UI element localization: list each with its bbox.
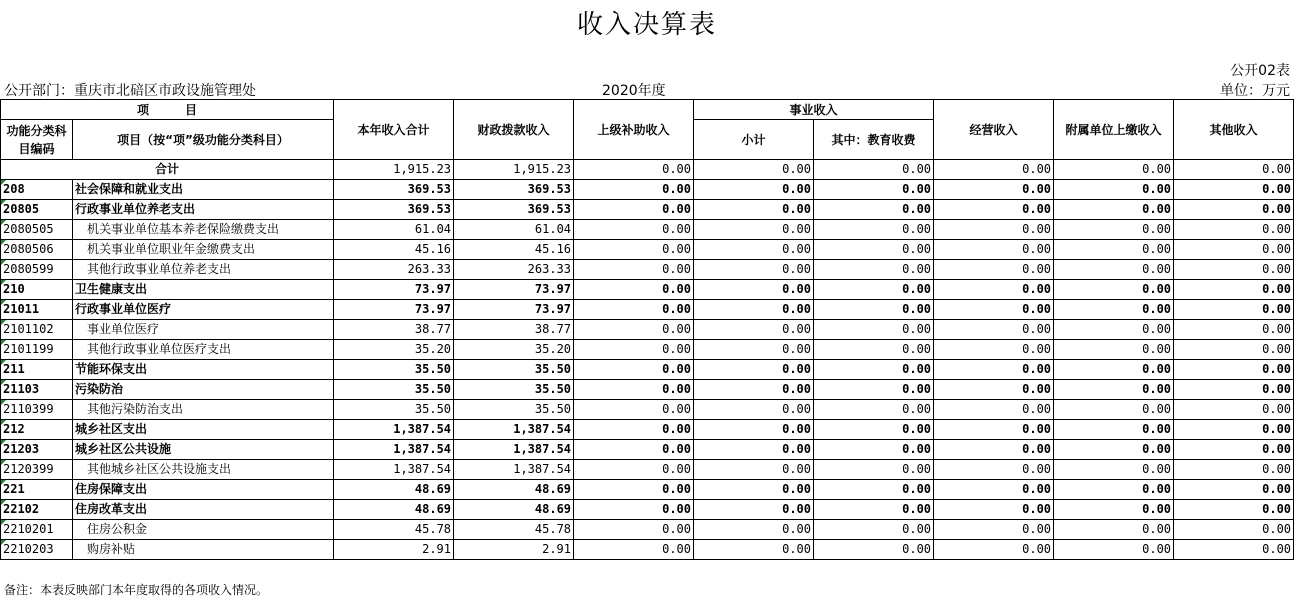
row-value: 0.00 [1174,180,1294,200]
row-value: 61.04 [334,220,454,240]
row-value: 0.00 [574,200,694,220]
row-value: 0.00 [1054,520,1174,540]
row-value: 0.00 [1174,220,1294,240]
table-row [1,440,1294,460]
row-value: 0.00 [1054,360,1174,380]
header-total-income: 本年收入合计 [334,100,454,160]
row-value: 0.00 [934,200,1054,220]
row-name: 住房改革支出 [73,500,334,520]
table-row [1,420,1294,440]
row-name: 城乡社区支出 [73,420,334,440]
row-value: 2.91 [454,540,574,560]
row-value: 0.00 [934,180,1054,200]
table-number: 公开02表 [1230,63,1290,79]
row-name: 行政事业单位养老支出 [73,200,334,220]
row-value: 0.00 [574,500,694,520]
row-code: 22102 [1,500,73,520]
row-value: 0.00 [814,400,934,420]
row-value: 369.53 [454,180,574,200]
table-row [1,540,1294,560]
row-value: 0.00 [1174,280,1294,300]
table-row [1,260,1294,280]
table-row [1,380,1294,400]
total-value: 0.00 [1054,160,1174,180]
row-value: 0.00 [574,180,694,200]
row-name: 城乡社区公共设施 [73,440,334,460]
row-value: 1,387.54 [334,420,454,440]
row-code: 221 [1,480,73,500]
row-value: 0.00 [934,520,1054,540]
row-value: 263.33 [334,260,454,280]
row-value: 38.77 [334,320,454,340]
row-value: 0.00 [1054,300,1174,320]
row-value: 0.00 [574,220,694,240]
row-value: 0.00 [934,360,1054,380]
row-value: 0.00 [1054,320,1174,340]
total-value: 0.00 [694,160,814,180]
row-value: 0.00 [1054,380,1174,400]
table-row [1,200,1294,220]
row-value: 35.50 [454,380,574,400]
total-value: 1,915.23 [454,160,574,180]
row-value: 0.00 [1174,440,1294,460]
row-value: 0.00 [934,340,1054,360]
row-value: 61.04 [454,220,574,240]
row-value: 0.00 [1174,400,1294,420]
row-value: 0.00 [694,360,814,380]
row-value: 0.00 [574,400,694,420]
row-value: 35.50 [334,400,454,420]
row-value: 0.00 [694,340,814,360]
row-value: 1,387.54 [454,440,574,460]
table-row [1,300,1294,320]
row-name: 污染防治 [73,380,334,400]
row-value: 0.00 [1174,480,1294,500]
row-name: 卫生健康支出 [73,280,334,300]
row-name: 行政事业单位医疗 [73,300,334,320]
row-value: 0.00 [1054,340,1174,360]
row-value: 0.00 [694,480,814,500]
row-value: 48.69 [454,500,574,520]
row-value: 73.97 [334,280,454,300]
row-value: 0.00 [694,200,814,220]
row-value: 0.00 [814,320,934,340]
row-value: 0.00 [1054,240,1174,260]
row-value: 0.00 [1174,520,1294,540]
row-code: 2080599 [1,260,73,280]
row-value: 73.97 [334,300,454,320]
table-row [1,340,1294,360]
income-table [0,99,1294,560]
row-code: 2080505 [1,220,73,240]
row-value: 0.00 [1174,240,1294,260]
row-value: 35.20 [454,340,574,360]
row-code: 2101199 [1,340,73,360]
fiscal-year: 2020年度 [602,83,666,99]
row-value: 0.00 [694,520,814,540]
row-value: 0.00 [934,300,1054,320]
row-value: 0.00 [1054,440,1174,460]
total-value: 0.00 [1174,160,1294,180]
row-value: 0.00 [574,480,694,500]
row-value: 0.00 [1174,500,1294,520]
total-row [1,160,1294,180]
row-value: 0.00 [694,280,814,300]
row-value: 0.00 [934,420,1054,440]
header-business: 事业收入 [694,100,934,120]
row-value: 0.00 [694,400,814,420]
table-row [1,460,1294,480]
row-name: 住房公积金 [73,520,334,540]
row-value: 0.00 [814,460,934,480]
header-project: 项 目 [1,100,334,120]
total-value: 0.00 [934,160,1054,180]
row-code: 2110399 [1,400,73,420]
row-code: 208 [1,180,73,200]
row-name: 机关事业单位基本养老保险缴费支出 [73,220,334,240]
table-row [1,240,1294,260]
row-value: 0.00 [694,540,814,560]
header-name: 项目（按“项”级功能分类科目） [73,120,334,160]
row-value: 0.00 [574,520,694,540]
table-row [1,480,1294,500]
row-value: 0.00 [694,220,814,240]
row-value: 35.50 [454,360,574,380]
header-superior: 上级补助收入 [574,100,694,160]
row-value: 73.97 [454,300,574,320]
header-code: 功能分类科目编码 [1,120,73,160]
row-value: 45.16 [334,240,454,260]
row-value: 0.00 [574,320,694,340]
total-value: 1,915.23 [334,160,454,180]
table-row [1,320,1294,340]
row-value: 0.00 [1174,540,1294,560]
table-row [1,360,1294,380]
row-value: 0.00 [694,500,814,520]
row-value: 0.00 [934,440,1054,460]
footnote: 备注：本表反映部门本年度取得的各项收入情况。 [4,583,269,597]
row-code: 212 [1,420,73,440]
row-value: 0.00 [694,420,814,440]
row-value: 0.00 [934,220,1054,240]
row-value: 0.00 [1174,200,1294,220]
total-value: 0.00 [814,160,934,180]
table-row [1,220,1294,240]
row-value: 45.16 [454,240,574,260]
row-value: 0.00 [1054,280,1174,300]
row-name: 购房补贴 [73,540,334,560]
row-value: 0.00 [694,300,814,320]
row-value: 0.00 [814,300,934,320]
row-value: 0.00 [934,240,1054,260]
row-value: 0.00 [814,280,934,300]
row-value: 1,387.54 [454,460,574,480]
row-name: 机关事业单位职业年金缴费支出 [73,240,334,260]
row-value: 73.97 [454,280,574,300]
row-value: 0.00 [694,440,814,460]
row-value: 0.00 [814,520,934,540]
row-code: 20805 [1,200,73,220]
row-value: 0.00 [814,240,934,260]
header-fiscal: 财政拨款收入 [454,100,574,160]
row-value: 0.00 [574,420,694,440]
row-value: 48.69 [454,480,574,500]
row-code: 211 [1,360,73,380]
row-value: 0.00 [574,460,694,480]
row-value: 0.00 [1174,380,1294,400]
department-label: 公开部门：重庆市北碚区市政设施管理处 [4,83,256,99]
row-value: 0.00 [814,260,934,280]
row-code: 2080506 [1,240,73,260]
row-value: 0.00 [574,260,694,280]
row-value: 35.50 [454,400,574,420]
row-value: 0.00 [934,380,1054,400]
row-value: 0.00 [1174,360,1294,380]
row-code: 210 [1,280,73,300]
row-value: 35.50 [334,360,454,380]
row-value: 0.00 [934,320,1054,340]
row-value: 0.00 [694,460,814,480]
row-value: 0.00 [814,420,934,440]
row-value: 0.00 [1054,480,1174,500]
row-value: 0.00 [1054,260,1174,280]
row-value: 0.00 [694,260,814,280]
page-title: 收入决算表 [576,10,717,40]
row-value: 0.00 [574,540,694,560]
row-value: 0.00 [934,260,1054,280]
row-value: 263.33 [454,260,574,280]
table-row [1,280,1294,300]
row-value: 0.00 [814,540,934,560]
row-value: 0.00 [574,280,694,300]
row-value: 0.00 [694,380,814,400]
header-subtotal: 小计 [694,120,814,160]
row-value: 0.00 [934,500,1054,520]
row-value: 45.78 [454,520,574,540]
row-value: 38.77 [454,320,574,340]
row-value: 1,387.54 [334,460,454,480]
header-affiliated: 附属单位上缴收入 [1054,100,1174,160]
row-value: 1,387.54 [334,440,454,460]
row-value: 0.00 [1054,200,1174,220]
row-name: 其他城乡社区公共设施支出 [73,460,334,480]
row-value: 0.00 [1054,400,1174,420]
table-row [1,520,1294,540]
row-value: 0.00 [694,320,814,340]
header-other: 其他收入 [1174,100,1294,160]
row-name: 节能环保支出 [73,360,334,380]
row-value: 1,387.54 [454,420,574,440]
row-value: 0.00 [814,340,934,360]
row-value: 48.69 [334,500,454,520]
row-value: 2.91 [334,540,454,560]
row-value: 48.69 [334,480,454,500]
header-operating: 经营收入 [934,100,1054,160]
row-value: 0.00 [574,240,694,260]
row-value: 0.00 [814,380,934,400]
row-value: 0.00 [1054,500,1174,520]
header-education: 其中：教育收费 [814,120,934,160]
row-value: 0.00 [1054,460,1174,480]
row-value: 35.50 [334,380,454,400]
row-value: 0.00 [574,380,694,400]
row-value: 0.00 [934,480,1054,500]
row-value: 0.00 [1174,340,1294,360]
total-label: 合计 [1,160,334,180]
row-name: 事业单位医疗 [73,320,334,340]
row-value: 0.00 [934,540,1054,560]
table-row [1,500,1294,520]
row-value: 0.00 [694,240,814,260]
row-value: 369.53 [334,200,454,220]
row-value: 0.00 [1174,420,1294,440]
unit-label: 单位：万元 [1220,83,1290,99]
row-name: 其他行政事业单位养老支出 [73,260,334,280]
row-value: 0.00 [814,180,934,200]
total-value: 0.00 [574,160,694,180]
table-row [1,400,1294,420]
row-code: 2101102 [1,320,73,340]
row-code: 21203 [1,440,73,460]
row-code: 2210201 [1,520,73,540]
row-value: 369.53 [454,200,574,220]
row-value: 0.00 [814,500,934,520]
row-value: 0.00 [1174,320,1294,340]
table-row [1,180,1294,200]
row-code: 21103 [1,380,73,400]
row-value: 45.78 [334,520,454,540]
row-value: 0.00 [1054,220,1174,240]
row-value: 0.00 [814,200,934,220]
row-name: 住房保障支出 [73,480,334,500]
row-value: 0.00 [814,440,934,460]
row-name: 其他污染防治支出 [73,400,334,420]
row-code: 21011 [1,300,73,320]
row-value: 0.00 [814,220,934,240]
row-value: 0.00 [934,400,1054,420]
row-value: 0.00 [1174,300,1294,320]
row-value: 0.00 [574,340,694,360]
row-value: 0.00 [1174,260,1294,280]
row-value: 0.00 [934,460,1054,480]
row-code: 2120399 [1,460,73,480]
row-value: 35.20 [334,340,454,360]
row-name: 社会保障和就业支出 [73,180,334,200]
row-name: 其他行政事业单位医疗支出 [73,340,334,360]
row-code: 2210203 [1,540,73,560]
row-value: 0.00 [1054,420,1174,440]
row-value: 0.00 [1054,540,1174,560]
row-value: 0.00 [1174,460,1294,480]
row-value: 0.00 [814,360,934,380]
row-value: 0.00 [1054,180,1174,200]
row-value: 0.00 [934,280,1054,300]
row-value: 0.00 [814,480,934,500]
row-value: 0.00 [574,300,694,320]
row-value: 0.00 [574,360,694,380]
row-value: 0.00 [694,180,814,200]
row-value: 0.00 [574,440,694,460]
row-value: 369.53 [334,180,454,200]
